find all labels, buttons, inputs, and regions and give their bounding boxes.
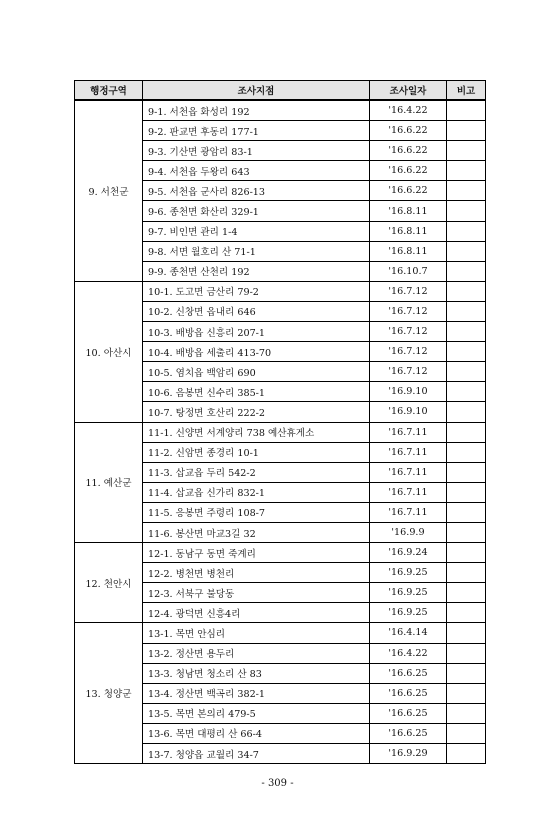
date-cell: '16.6.25: [370, 663, 447, 683]
note-cell: [447, 221, 486, 241]
date-cell: '16.7.12: [370, 342, 447, 362]
site-cell: 12-4. 광덕면 신흥4리: [143, 603, 370, 623]
note-cell: [447, 241, 486, 261]
note-cell: [447, 181, 486, 201]
note-cell: [447, 382, 486, 402]
site-cell: 12-3. 서북구 불당동: [143, 583, 370, 603]
date-cell: '16.10.7: [370, 261, 447, 281]
note-cell: [447, 502, 486, 522]
note-cell: [447, 744, 486, 764]
note-cell: [447, 161, 486, 181]
date-cell: '16.8.11: [370, 241, 447, 261]
site-cell: 9-7. 비인면 관리 1-4: [143, 221, 370, 241]
site-cell: 10-4. 배방읍 세출리 413-70: [143, 342, 370, 362]
site-cell: 10-5. 염치읍 백암리 690: [143, 362, 370, 382]
note-cell: [447, 322, 486, 342]
site-cell: 13-7. 청양읍 교월리 34-7: [143, 744, 370, 764]
note-cell: [447, 201, 486, 221]
district-cell: 10. 아산시: [75, 281, 143, 422]
table-row: [75, 623, 486, 643]
note-cell: [447, 482, 486, 502]
note-cell: [447, 522, 486, 542]
date-cell: '16.9.10: [370, 382, 447, 402]
date-cell: '16.6.25: [370, 703, 447, 723]
site-cell: 9-4. 서천읍 두왕리 643: [143, 161, 370, 181]
date-cell: '16.7.11: [370, 422, 447, 442]
date-cell: '16.7.11: [370, 442, 447, 462]
date-cell: '16.6.22: [370, 181, 447, 201]
table-row: [75, 422, 486, 442]
date-cell: '16.9.29: [370, 744, 447, 764]
district-cell: 13. 청양군: [75, 623, 143, 764]
site-cell: 13-5. 목면 본의리 479-5: [143, 703, 370, 723]
header-site: 조사지점: [143, 81, 370, 101]
site-cell: 10-7. 탕정면 호산리 222-2: [143, 402, 370, 422]
note-cell: [447, 121, 486, 141]
date-cell: '16.6.25: [370, 723, 447, 743]
district-cell: 11. 예산군: [75, 422, 143, 543]
header-date: 조사일자: [370, 81, 447, 101]
date-cell: '16.9.25: [370, 563, 447, 583]
site-cell: 13-6. 목면 대평리 산 66-4: [143, 723, 370, 743]
site-cell: 13-3. 청남면 청소리 산 83: [143, 663, 370, 683]
table-row: [75, 100, 486, 121]
page-number: - 309 -: [261, 778, 294, 789]
note-cell: [447, 683, 486, 703]
site-cell: 9-6. 종천면 화산리 329-1: [143, 201, 370, 221]
table-row: [75, 543, 486, 563]
date-cell: '16.9.10: [370, 402, 447, 422]
site-cell: 9-5. 서천읍 군사리 826-13: [143, 181, 370, 201]
table-header: [75, 81, 486, 101]
header-district: 행정구역: [75, 81, 143, 101]
note-cell: [447, 281, 486, 301]
district-group: [75, 623, 486, 764]
site-cell: 11-2. 신암면 종경리 10-1: [143, 442, 370, 462]
site-cell: 9-1. 서천읍 화성리 192: [143, 100, 370, 121]
date-cell: '16.6.22: [370, 161, 447, 181]
date-cell: '16.7.12: [370, 322, 447, 342]
site-cell: 11-1. 신양면 서계양리 738 예산휴게소: [143, 422, 370, 442]
date-cell: '16.7.11: [370, 462, 447, 482]
district-group: [75, 281, 486, 422]
header-row: [75, 81, 486, 101]
site-cell: 9-3. 기산면 광암리 83-1: [143, 141, 370, 161]
date-cell: '16.4.14: [370, 623, 447, 643]
note-cell: [447, 342, 486, 362]
note-cell: [447, 543, 486, 563]
site-cell: 13-1. 목면 안심리: [143, 623, 370, 643]
district-group: [75, 100, 486, 281]
site-cell: 9-2. 판교면 후동리 177-1: [143, 121, 370, 141]
note-cell: [447, 603, 486, 623]
site-cell: 11-5. 응봉면 주령리 108-7: [143, 502, 370, 522]
date-cell: '16.4.22: [370, 100, 447, 121]
note-cell: [447, 362, 486, 382]
note-cell: [447, 563, 486, 583]
date-cell: '16.8.11: [370, 221, 447, 241]
district-cell: 12. 천안시: [75, 543, 143, 623]
survey-sites-table: [74, 80, 486, 764]
site-cell: 13-2. 정산면 용두리: [143, 643, 370, 663]
note-cell: [447, 462, 486, 482]
site-cell: 10-2. 신창면 읍내리 646: [143, 301, 370, 321]
site-cell: 10-1. 도고면 금산리 79-2: [143, 281, 370, 301]
date-cell: '16.6.25: [370, 683, 447, 703]
note-cell: [447, 100, 486, 121]
date-cell: '16.9.25: [370, 603, 447, 623]
note-cell: [447, 723, 486, 743]
note-cell: [447, 442, 486, 462]
note-cell: [447, 663, 486, 683]
note-cell: [447, 623, 486, 643]
site-cell: 11-4. 삽교읍 신가리 832-1: [143, 482, 370, 502]
date-cell: '16.9.9: [370, 522, 447, 542]
date-cell: '16.6.22: [370, 141, 447, 161]
date-cell: '16.6.22: [370, 121, 447, 141]
date-cell: '16.7.11: [370, 482, 447, 502]
site-cell: 9-9. 종천면 산천리 192: [143, 261, 370, 281]
note-cell: [447, 261, 486, 281]
date-cell: '16.7.12: [370, 281, 447, 301]
note-cell: [447, 583, 486, 603]
date-cell: '16.7.12: [370, 301, 447, 321]
note-cell: [447, 301, 486, 321]
note-cell: [447, 141, 486, 161]
site-cell: 10-3. 배방읍 신흥리 207-1: [143, 322, 370, 342]
site-cell: 13-4. 정산면 백곡리 382-1: [143, 683, 370, 703]
date-cell: '16.7.12: [370, 362, 447, 382]
note-cell: [447, 402, 486, 422]
date-cell: '16.9.24: [370, 543, 447, 563]
note-cell: [447, 643, 486, 663]
district-cell: 9. 서천군: [75, 100, 143, 281]
date-cell: '16.9.25: [370, 583, 447, 603]
site-cell: 10-6. 음봉면 신수리 385-1: [143, 382, 370, 402]
header-note: 비고: [447, 81, 486, 101]
date-cell: '16.7.11: [370, 502, 447, 522]
site-cell: 12-1. 동남구 동면 죽계리: [143, 543, 370, 563]
date-cell: '16.8.11: [370, 201, 447, 221]
district-group: [75, 422, 486, 543]
site-cell: 12-2. 병천면 병천리: [143, 563, 370, 583]
date-cell: '16.4.22: [370, 643, 447, 663]
note-cell: [447, 422, 486, 442]
site-cell: 9-8. 서면 월호리 산 71-1: [143, 241, 370, 261]
district-group: [75, 543, 486, 623]
table-row: [75, 281, 486, 301]
note-cell: [447, 703, 486, 723]
site-cell: 11-3. 삽교읍 두리 542-2: [143, 462, 370, 482]
site-cell: 11-6. 봉산면 마교3길 32: [143, 522, 370, 542]
